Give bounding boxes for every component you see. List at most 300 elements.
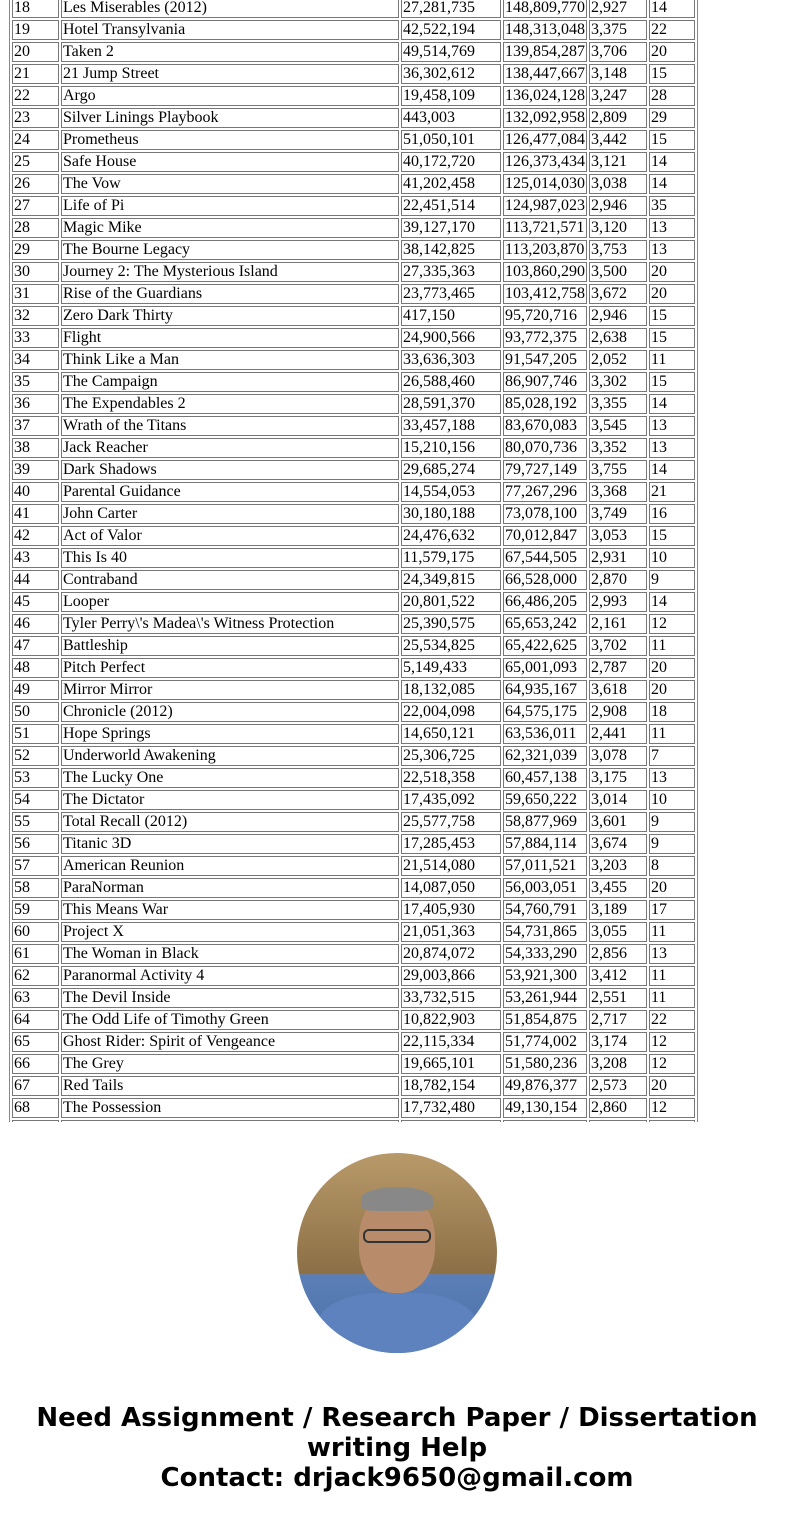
cell-title: The Lucky One [61,768,399,788]
table-row [12,130,695,150]
cell-title: Titanic 3D [61,834,399,854]
cell-total-gross: 49,130,154 [503,1098,587,1118]
cell-weeks: 20 [649,658,695,678]
promo-line-2: writing Help [306,1433,488,1463]
cell-title: Jack Reacher [61,438,399,458]
cell-rank: 62 [12,966,59,986]
cell-theaters: 3,247 [589,86,647,106]
table-row [12,108,695,128]
cell-opening: 14,650,121 [401,724,501,744]
cell-rank: 67 [12,1076,59,1096]
cell-weeks: 11 [649,350,695,370]
cell-weeks: 29 [649,108,695,128]
cell-empty [503,1120,587,1122]
cell-title: American Reunion [61,856,399,876]
cell-weeks: 13 [649,768,695,788]
cell-theaters: 3,352 [589,438,647,458]
movie-box-office-table [9,0,698,1122]
cell-total-gross: 148,313,048 [505,21,585,38]
table-row [12,900,695,920]
cell-total-gross: 93,772,375 [503,328,587,348]
cell-total-gross: 65,653,242 [503,614,587,634]
cell-title: The Odd Life of Timothy Green [61,1010,399,1030]
table-row [12,1076,695,1096]
cell-theaters: 2,551 [589,988,647,1008]
cell-total-gross: 132,092,958 [505,109,585,126]
cell-opening: 25,577,758 [401,812,501,832]
cell-total-gross: 56,003,051 [503,878,587,898]
cell-title: Flight [61,328,399,348]
table-row [12,504,695,524]
cell-opening: 22,451,514 [401,196,501,216]
cell-theaters: 2,441 [589,724,647,744]
cell-theaters: 3,601 [589,812,647,832]
cell-title: Rise of the Guardians [61,284,399,304]
cell-rank: 38 [12,438,59,458]
cell-theaters: 3,148 [589,64,647,84]
cell-total-gross: 125,014,030 [505,175,585,192]
cell-theaters: 2,161 [589,614,647,634]
shirt-shape [317,1293,477,1353]
cell-opening: 28,591,370 [401,394,501,414]
cell-total-gross: 64,575,175 [503,702,587,722]
cell-rank: 58 [12,878,59,898]
cell-title: This Means War [61,900,399,920]
cell-rank: 27 [12,196,59,216]
cell-title: Dark Shadows [61,460,399,480]
cell-weeks: 20 [649,284,695,304]
cell-rank: 35 [12,372,59,392]
cell-total-gross: 126,477,084 [505,131,585,148]
cell-rank: 33 [12,328,59,348]
cell-weeks: 22 [649,20,695,40]
cell-theaters: 2,927 [589,0,647,18]
cell-weeks: 11 [649,724,695,744]
cell-title: Life of Pi [61,196,399,216]
table-row [12,262,695,282]
cell-opening: 29,003,866 [401,966,501,986]
cell-total-gross: 51,580,236 [503,1054,587,1074]
cell-rank: 54 [12,790,59,810]
cell-theaters: 3,545 [589,416,647,436]
cell-theaters: 3,442 [589,130,647,150]
cell-total-gross: 64,935,167 [503,680,587,700]
cell-theaters: 3,672 [589,284,647,304]
cell-weeks: 20 [649,878,695,898]
cell-opening: 417,150 [401,306,501,326]
cell-theaters: 3,755 [589,460,647,480]
cell-title: Prometheus [61,130,399,150]
cell-weeks: 12 [649,1098,695,1118]
cell-weeks: 15 [649,328,695,348]
cell-total-gross: 139,854,287 [505,43,585,60]
cell-opening: 42,522,194 [401,20,501,40]
table-row [12,372,695,392]
cell-weeks: 9 [649,570,695,590]
cell-opening: 15,210,156 [401,438,501,458]
cell-total-gross: 58,877,969 [503,812,587,832]
cell-theaters: 3,706 [589,42,647,62]
cell-empty [589,1120,647,1122]
cell-opening: 33,732,515 [401,988,501,1008]
cell-weeks: 13 [649,944,695,964]
cell-rank: 32 [12,306,59,326]
cell-opening: 39,127,170 [401,218,501,238]
cell-weeks: 28 [649,86,695,106]
cell-weeks: 10 [649,790,695,810]
cell-weeks: 16 [649,504,695,524]
cell-rank: 41 [12,504,59,524]
cell-theaters: 2,787 [589,658,647,678]
table-row [12,746,695,766]
cell-rank: 31 [12,284,59,304]
cell-theaters: 2,946 [589,196,647,216]
cell-opening: 38,142,825 [401,240,501,260]
cell-total-gross: 86,907,746 [503,372,587,392]
cell-rank: 26 [12,174,59,194]
cell-theaters: 2,946 [589,306,647,326]
cell-opening: 25,534,825 [401,636,501,656]
cell-rank: 55 [12,812,59,832]
cell-rank: 40 [12,482,59,502]
cell-opening: 51,050,101 [401,130,501,150]
table-row [12,86,695,106]
cell-rank: 45 [12,592,59,612]
cell-title: The Dictator [61,790,399,810]
cell-total-gross: 124,987,023 [505,197,585,214]
cell-theaters: 2,638 [589,328,647,348]
cell-total-gross: 148,809,770 [505,0,585,16]
table-row [12,42,695,62]
cell-theaters: 3,208 [589,1054,647,1074]
cell-opening: 10,822,903 [401,1010,501,1030]
cell-theaters: 3,302 [589,372,647,392]
cell-title: Safe House [61,152,399,172]
cell-weeks: 11 [649,988,695,1008]
cell-theaters: 2,717 [589,1010,647,1030]
table-row [12,878,695,898]
cell-rank: 44 [12,570,59,590]
cell-rank: 63 [12,988,59,1008]
cell-theaters: 2,993 [589,592,647,612]
author-photo [297,1153,497,1353]
table-row [12,944,695,964]
cell-total-gross: 91,547,205 [503,350,587,370]
table-row [12,1010,695,1030]
cell-title: Parental Guidance [61,482,399,502]
cell-weeks: 15 [649,526,695,546]
cell-theaters: 3,121 [589,152,647,172]
cell-theaters: 3,368 [589,482,647,502]
table-row [12,394,695,414]
table-row [12,0,695,18]
cell-total-gross: 65,422,625 [503,636,587,656]
cell-opening: 21,051,363 [401,922,501,942]
table-row [12,636,695,656]
table-row [12,658,695,678]
cell-total-gross: 59,650,222 [503,790,587,810]
cell-title: Paranormal Activity 4 [61,966,399,986]
table-row [12,1054,695,1074]
cell-opening: 26,588,460 [401,372,501,392]
cell-total-gross: 80,070,736 [503,438,587,458]
cell-title: Hope Springs [61,724,399,744]
cell-theaters: 2,931 [589,548,647,568]
cell-weeks: 14 [649,592,695,612]
cell-total-gross: 62,321,039 [503,746,587,766]
cell-title: Hotel Transylvania [61,20,399,40]
cell-weeks: 15 [649,130,695,150]
cell-weeks: 20 [649,1076,695,1096]
cell-rank: 21 [12,64,59,84]
cell-opening: 5,149,433 [401,658,501,678]
cell-rank: 28 [12,218,59,238]
cell-total-gross: 54,760,791 [503,900,587,920]
cell-title: Argo [61,86,399,106]
cell-rank: 51 [12,724,59,744]
cell-weeks: 35 [649,196,695,216]
cell-theaters: 3,749 [589,504,647,524]
cell-weeks: 14 [649,152,695,172]
cell-title: Taken 2 [61,42,399,62]
cell-opening: 18,132,085 [401,680,501,700]
cell-total-gross: 103,412,758 [505,285,585,302]
cell-total-gross: 53,261,944 [503,988,587,1008]
cell-rank: 68 [12,1098,59,1118]
cell-rank: 47 [12,636,59,656]
cell-weeks: 9 [649,834,695,854]
cell-rank: 36 [12,394,59,414]
cell-theaters: 3,702 [589,636,647,656]
cell-rank: 30 [12,262,59,282]
table-row [12,812,695,832]
cell-title: The Devil Inside [61,988,399,1008]
table-row [12,592,695,612]
cell-empty [649,1120,695,1122]
cell-theaters: 2,573 [589,1076,647,1096]
cell-weeks: 12 [649,614,695,634]
cell-opening: 14,554,053 [401,482,501,502]
cell-weeks: 20 [649,262,695,282]
cell-rank: 52 [12,746,59,766]
cell-total-gross: 79,727,149 [503,460,587,480]
table-row [12,460,695,480]
table-row [12,284,695,304]
cell-weeks: 13 [649,416,695,436]
table-row [12,614,695,634]
cell-opening: 33,636,303 [401,350,501,370]
cell-opening: 20,874,072 [401,944,501,964]
table-row [12,680,695,700]
cell-opening: 36,302,612 [401,64,501,84]
cell-title: Chronicle (2012) [61,702,399,722]
cell-title: The Campaign [61,372,399,392]
cell-rank: 50 [12,702,59,722]
cell-weeks: 14 [649,394,695,414]
cell-opening: 25,390,575 [401,614,501,634]
cell-opening: 18,782,154 [401,1076,501,1096]
table-row [12,64,695,84]
cell-total-gross: 54,333,290 [503,944,587,964]
cell-rank: 22 [12,86,59,106]
cell-title: Red Tails [61,1076,399,1096]
cell-theaters: 2,908 [589,702,647,722]
cell-rank: 64 [12,1010,59,1030]
cell-opening: 27,281,735 [401,0,501,18]
cell-weeks: 13 [649,240,695,260]
cell-weeks: 15 [649,372,695,392]
cell-title: Wrath of the Titans [61,416,399,436]
cell-title: Zero Dark Thirty [61,306,399,326]
promo-text [0,1403,794,1493]
cell-title: This Is 40 [61,548,399,568]
cell-title: The Vow [61,174,399,194]
cell-total-gross: 83,670,083 [503,416,587,436]
table-row [12,570,695,590]
cell-total-gross: 51,854,875 [503,1010,587,1030]
cell-opening: 22,115,334 [401,1032,501,1052]
cell-rank: 25 [12,152,59,172]
table-row [12,724,695,744]
cell-title: Mirror Mirror [61,680,399,700]
cell-opening: 11,579,175 [401,548,501,568]
cell-rank: 48 [12,658,59,678]
cell-total-gross: 126,373,434 [505,153,585,170]
table-row [12,966,695,986]
cell-weeks: 15 [649,306,695,326]
cell-rank: 37 [12,416,59,436]
cell-opening: 17,405,930 [401,900,501,920]
cell-opening: 22,004,098 [401,702,501,722]
cell-opening: 14,087,050 [401,878,501,898]
cell-weeks: 14 [649,174,695,194]
table-row [12,240,695,260]
cell-opening: 22,518,358 [401,768,501,788]
cell-title: 21 Jump Street [61,64,399,84]
cell-title: Contraband [61,570,399,590]
table-row [12,196,695,216]
cell-weeks: 20 [649,42,695,62]
cell-title: Act of Valor [61,526,399,546]
cell-theaters: 3,753 [589,240,647,260]
cell-title: Journey 2: The Mysterious Island [61,262,399,282]
cell-rank: 23 [12,108,59,128]
table-row [12,834,695,854]
cell-total-gross: 70,012,847 [503,526,587,546]
cell-title: The Woman in Black [61,944,399,964]
table-row [12,922,695,942]
table-row [12,306,695,326]
cell-title: The Grey [61,1054,399,1074]
cell-opening: 49,514,769 [401,42,501,62]
cell-theaters: 3,674 [589,834,647,854]
cell-weeks: 8 [649,856,695,876]
cell-total-gross: 113,721,571 [503,218,587,238]
table-row [12,856,695,876]
cell-opening: 19,458,109 [401,86,501,106]
cell-title: Underworld Awakening [61,746,399,766]
table-row [12,218,695,238]
cell-opening: 40,172,720 [401,152,501,172]
cell-weeks: 14 [649,0,695,18]
cell-total-gross: 77,267,296 [503,482,587,502]
cell-total-gross: 113,203,870 [503,240,587,260]
cell-rank: 57 [12,856,59,876]
cell-theaters: 3,053 [589,526,647,546]
cell-rank: 29 [12,240,59,260]
cell-theaters: 3,055 [589,922,647,942]
cell-total-gross: 73,078,100 [503,504,587,524]
cell-theaters: 3,500 [589,262,647,282]
table-row [12,1098,695,1118]
cell-theaters: 3,174 [589,1032,647,1052]
cell-title: The Bourne Legacy [61,240,399,260]
cell-theaters: 3,203 [589,856,647,876]
cell-total-gross: 57,884,114 [503,834,587,854]
cell-weeks: 10 [649,548,695,568]
table-row [12,416,695,436]
cell-weeks: 18 [649,702,695,722]
cell-opening: 33,457,188 [401,416,501,436]
cell-title: The Expendables 2 [61,394,399,414]
cell-total-gross: 103,860,290 [505,263,585,280]
cell-rank: 61 [12,944,59,964]
cell-total-gross: 66,528,000 [503,570,587,590]
cell-opening: 23,773,465 [401,284,501,304]
cell-opening: 443,003 [401,108,501,128]
cell-theaters: 3,355 [589,394,647,414]
cell-rank: 66 [12,1054,59,1074]
cell-title: Magic Mike [61,218,399,238]
cell-theaters: 3,078 [589,746,647,766]
cell-rank: 20 [12,42,59,62]
promo-contact[interactable]: Contact: drjack9650@gmail.com [160,1463,634,1493]
cell-rank: 65 [12,1032,59,1052]
cell-weeks: 15 [649,64,695,84]
cell-weeks: 17 [649,900,695,920]
table-row [12,702,695,722]
table-row [12,790,695,810]
cell-rank: 43 [12,548,59,568]
cell-opening: 25,306,725 [401,746,501,766]
cell-theaters: 3,189 [589,900,647,920]
cell-title: Total Recall (2012) [61,812,399,832]
cell-theaters: 3,038 [589,174,647,194]
cell-weeks: 22 [649,1010,695,1030]
cell-theaters: 2,856 [589,944,647,964]
table-row [12,438,695,458]
cell-rank: 56 [12,834,59,854]
cell-title: Looper [61,592,399,612]
cell-title: Silver Linings Playbook [61,108,399,128]
cell-total-gross: 66,486,205 [503,592,587,612]
cell-opening: 20,801,522 [401,592,501,612]
cell-title: ParaNorman [61,878,399,898]
cell-title: Think Like a Man [61,350,399,370]
hair-shape [361,1187,433,1211]
cell-opening: 29,685,274 [401,460,501,480]
cell-total-gross: 138,447,667 [505,65,585,82]
cell-title: Pitch Perfect [61,658,399,678]
cell-theaters: 3,412 [589,966,647,986]
cell-theaters: 3,120 [589,218,647,238]
cell-weeks: 11 [649,922,695,942]
cell-theaters: 2,870 [589,570,647,590]
promo-line-1: Need Assignment / Research Paper / Dissertation [36,1403,758,1433]
cell-opening: 24,349,815 [401,570,501,590]
cell-theaters: 2,860 [589,1098,647,1118]
cell-total-gross: 51,774,002 [503,1032,587,1052]
